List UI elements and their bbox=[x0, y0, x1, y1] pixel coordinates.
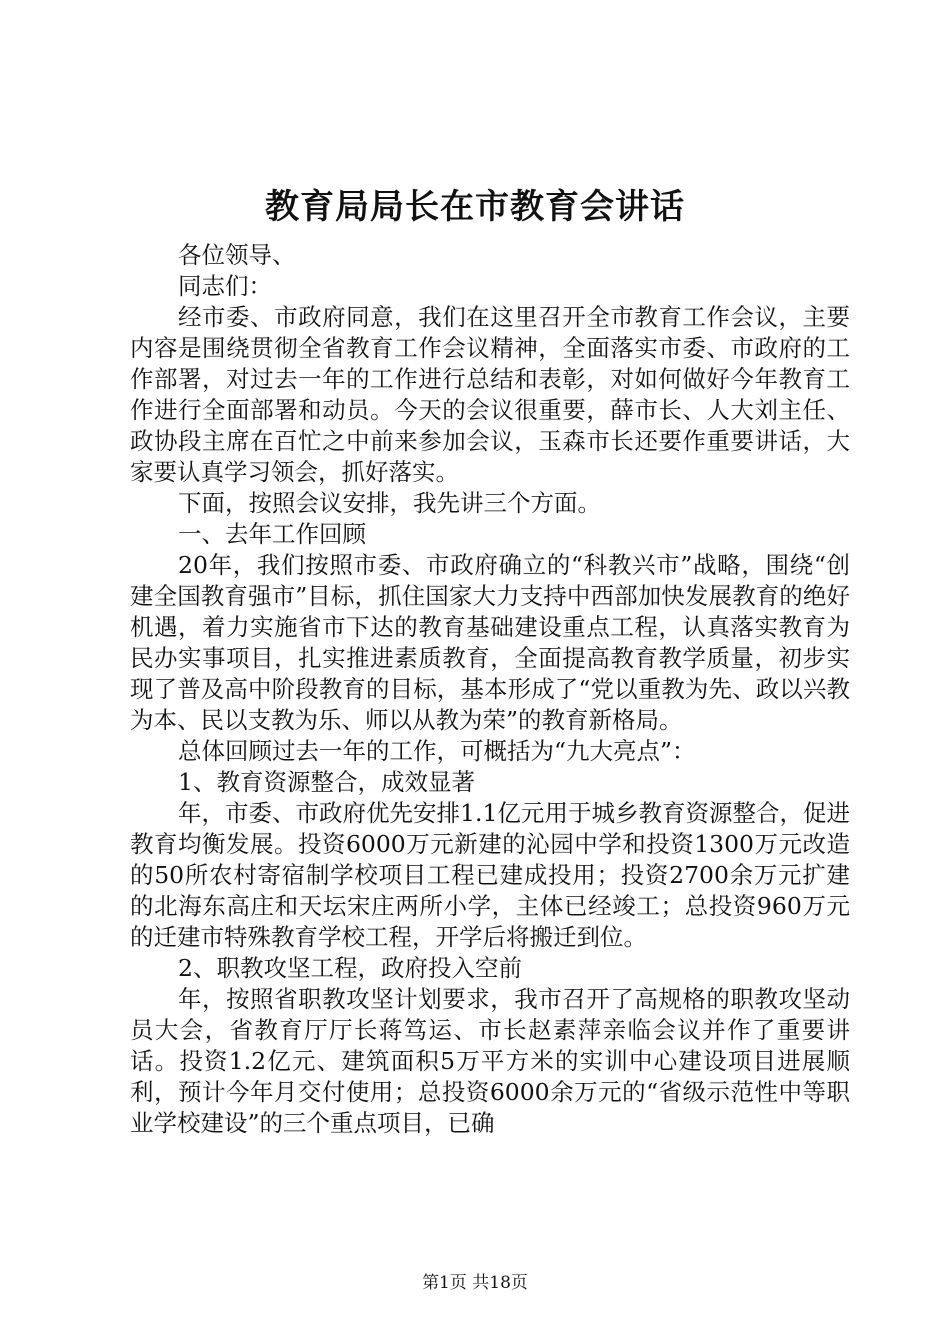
salutation-leaders: 各位领导、 bbox=[178, 241, 296, 269]
subheading-resource-integration: 1、教育资源整合，成效显著 bbox=[178, 768, 475, 796]
paragraph-review: 20年，我们按照市委、市政府确立的“科教兴市”战略，围绕“创建全国教育强市”目标，抓住国家大力支持中西部加快发展教育的绝好机遇，着力实施省市下达的教育基础建设重点工程，认真落实教育为民办实事项目，扎实推进素质教育，全面提高教育教学质量，初步实现了普及高中阶段教育的目标，基本形成了“党以重教为先、政以兴教为本、民以支教为乐、师以从教为荣”的教育新格局。 bbox=[130, 551, 850, 734]
paragraph-intro: 经市委、市政府同意，我们在这里召开全市教育工作会议，主要内容是围绕贯彻全省教育工作会议精神，全面落实市委、市政府的工作部署，对过去一年的工作进行总结和表彰，对如何做好今年教育工作进行全面部署和动员。今天的会议很重要，薛市长、人大刘主任、政协段主席在百忙之中前来参加会议，玉森市长还要作重要讲话，大家要认真学习领会，抓好落实。 bbox=[130, 303, 850, 486]
page-number-footer: 第1页 共18页 bbox=[422, 1273, 528, 1293]
section-heading-review: 一、去年工作回顾 bbox=[178, 520, 366, 548]
document-body bbox=[130, 240, 850, 1139]
paragraph-agenda: 下面，按照会议安排，我先讲三个方面。 bbox=[178, 489, 601, 517]
document-title: 教育局局长在市教育会讲话 bbox=[265, 187, 685, 227]
paragraph-highlights: 总体回顾过去一年的工作，可概括为“九大亮点”： bbox=[178, 737, 696, 765]
paragraph-vocational-education: 年，按照省职教攻坚计划要求，我市召开了高规格的职教攻坚动员大会，省教育厅厅长蒋笃运、市长赵素萍亲临会议并作了重要讲话。投资1.2亿元、建筑面积5万平方米的实训中心建设项目进展顺利，预计今年月交付使用；总投资6000余万元的“省级示范性中等职业学校建设”的三个重点项目，已确 bbox=[130, 985, 850, 1137]
salutation-comrades: 同志们： bbox=[178, 272, 272, 300]
paragraph-resource-integration: 年，市委、市政府优先安排1.1亿元用于城乡教育资源整合，促进教育均衡发展。投资6000万元新建的沁园中学和投资1300万元改造的50所农村寄宿制学校项目工程已建成投用；投资2700余万元扩建的北海东高庄和天坛宋庄两所小学，主体已经竣工；总投资960万元的迁建市特殊教育学校工程，开学后将搬迁到位。 bbox=[130, 799, 850, 951]
subheading-vocational-education: 2、职教攻坚工程，政府投入空前 bbox=[178, 954, 522, 982]
